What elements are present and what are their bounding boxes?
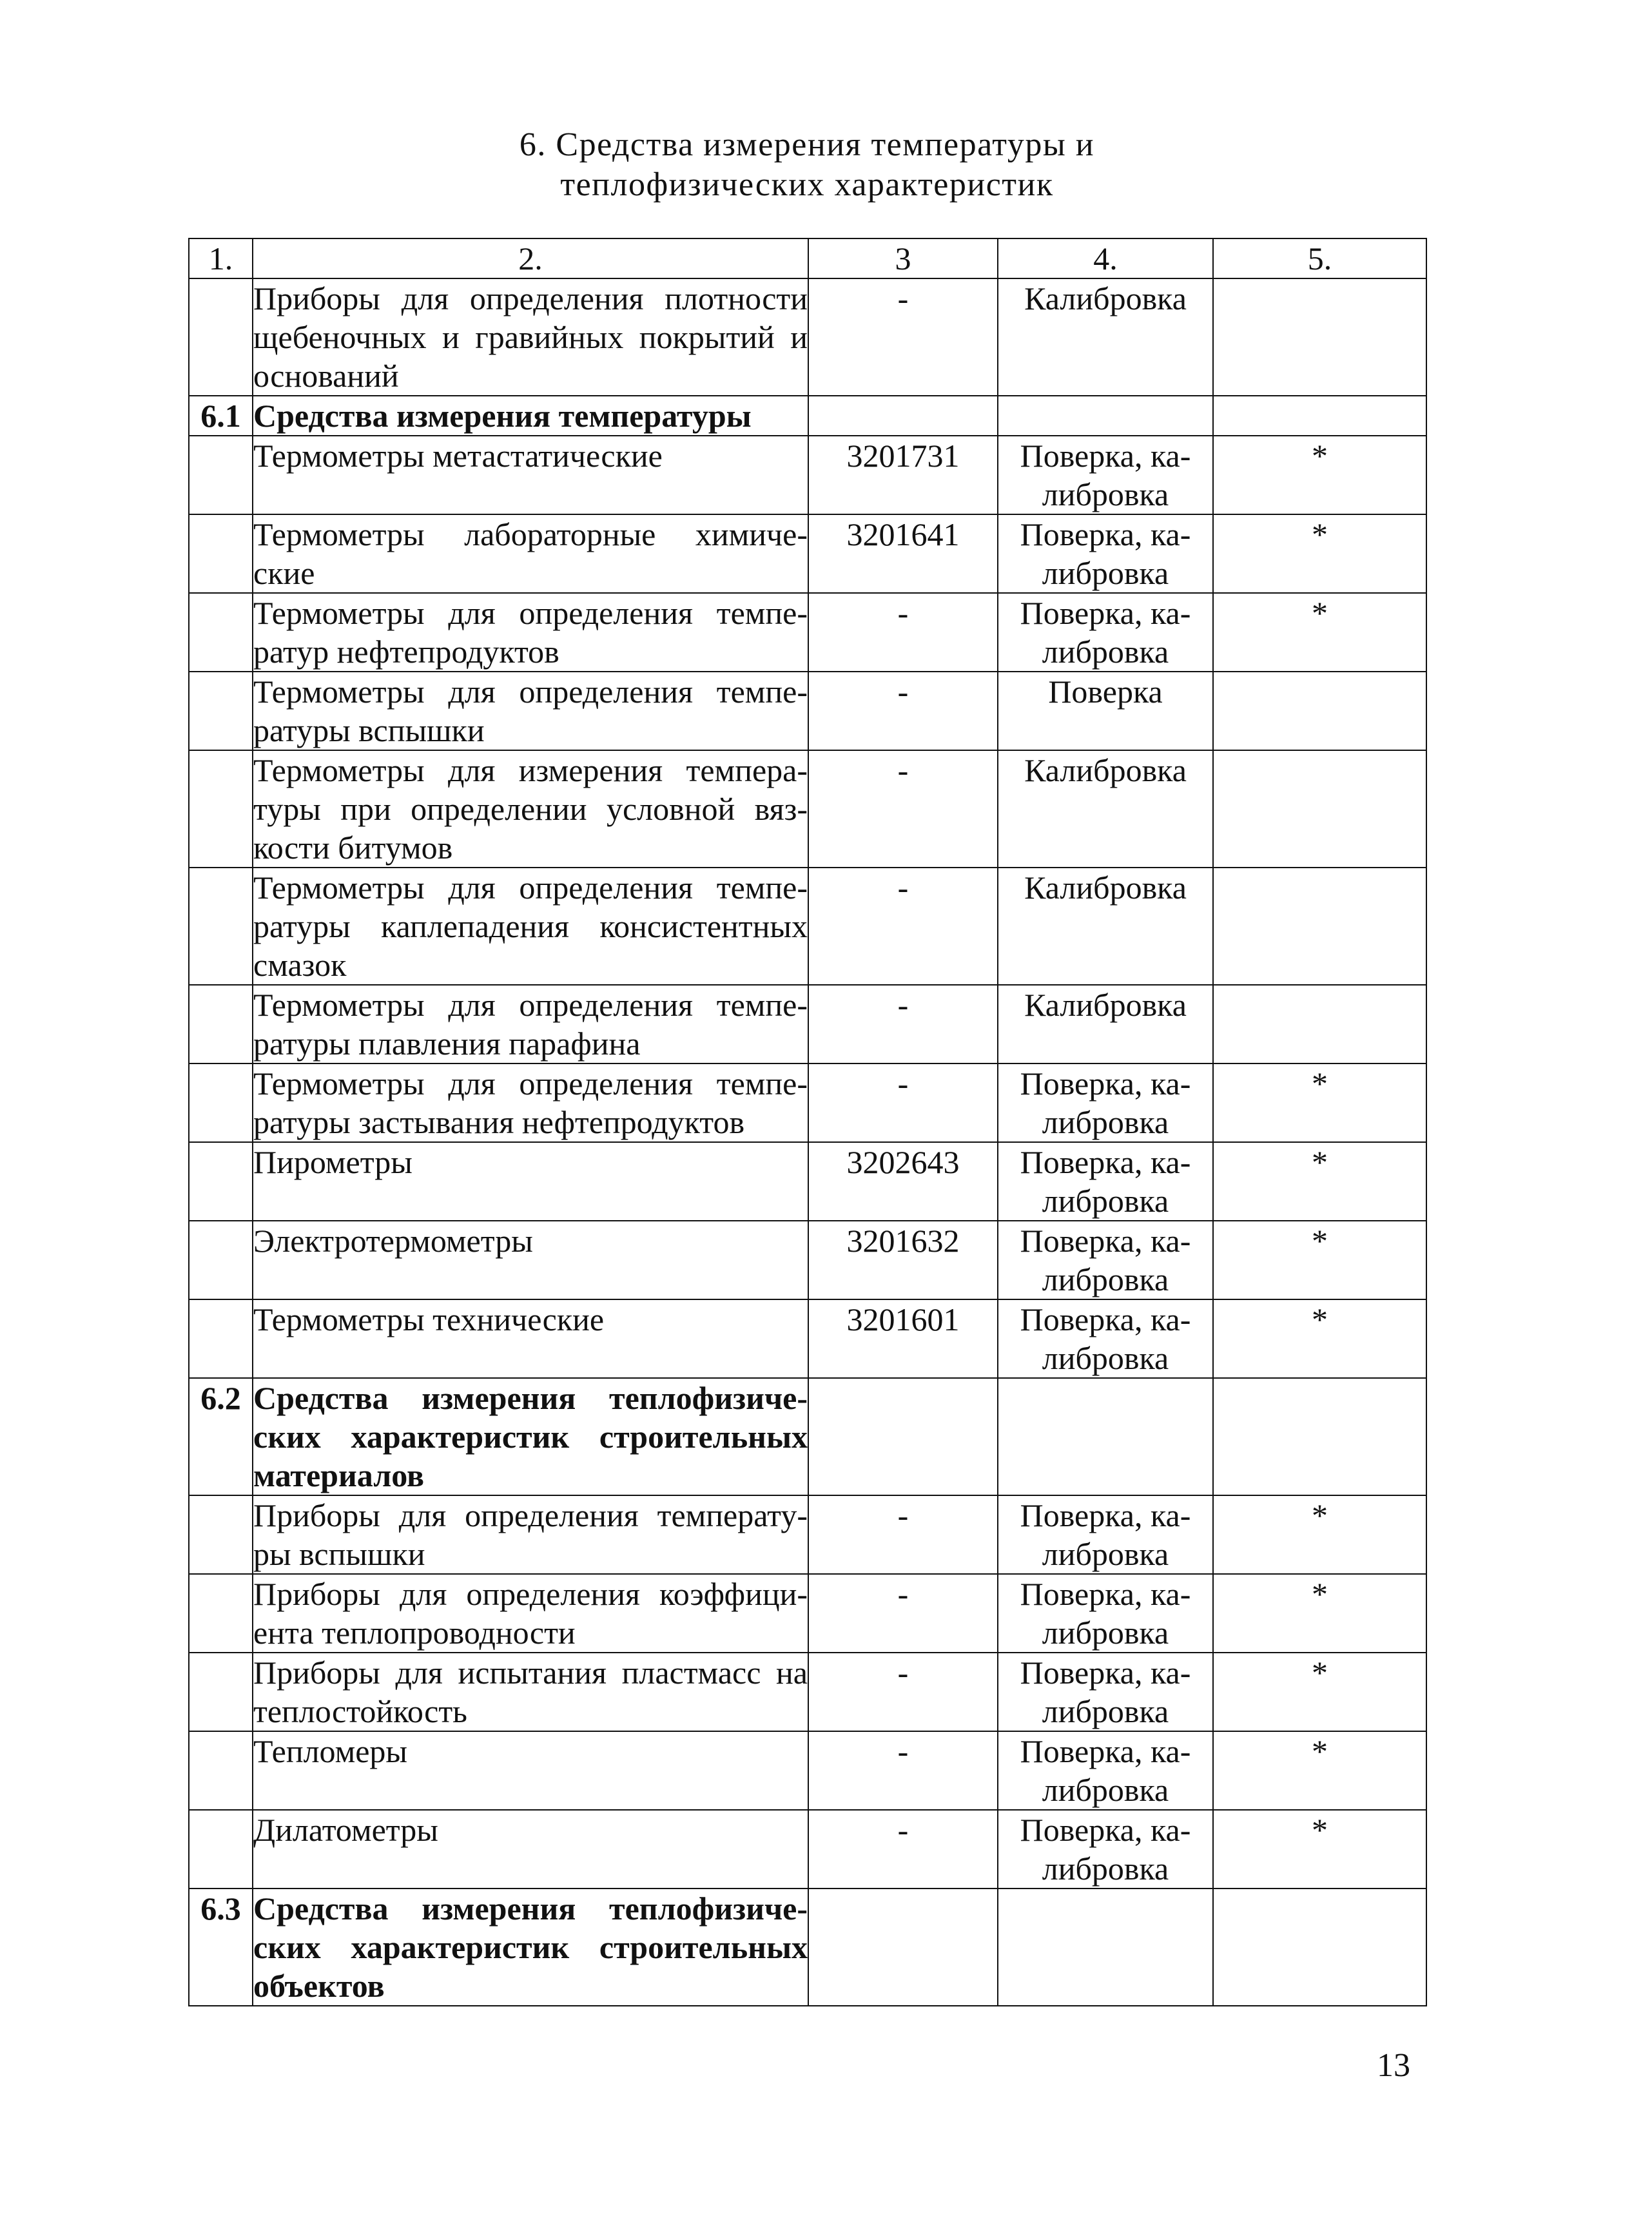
code-value: 3202643	[846, 1144, 960, 1180]
code-cell	[808, 1299, 998, 1378]
asterisk-mark: *	[1312, 595, 1328, 631]
method-line: Поверка	[1048, 674, 1163, 710]
column-header-method: 4.	[998, 238, 1213, 278]
instrument-name-line: ратуры плавления парафина	[253, 1025, 641, 1062]
instrument-name-line: Термометры для определения темпе-	[253, 595, 808, 631]
code-cell	[808, 1063, 998, 1142]
code-value: -	[897, 1733, 909, 1769]
method-line: Поверка, ка-	[1020, 1576, 1191, 1612]
method-line: Поверка, ка-	[1020, 1497, 1191, 1533]
instrument-name-cell	[253, 278, 808, 396]
method-line: либровка	[1042, 1183, 1169, 1219]
mark-cell	[1213, 1063, 1426, 1142]
method-line: либровка	[1042, 476, 1169, 512]
instrument-name-line: объектов	[253, 1968, 385, 2004]
table-row	[189, 514, 1426, 593]
mark-cell	[1213, 436, 1426, 514]
mark-cell	[1213, 1142, 1426, 1221]
mark-cell	[1213, 750, 1426, 868]
asterisk-mark: *	[1312, 1812, 1328, 1848]
instruments-table	[188, 238, 1427, 2006]
row-number: 6.2	[200, 1380, 241, 1416]
instrument-name-cell	[253, 1063, 808, 1142]
row-number-cell	[189, 985, 253, 1063]
code-cell	[808, 278, 998, 396]
table-row	[189, 1299, 1426, 1378]
code-cell	[808, 1889, 998, 2006]
code-cell	[808, 514, 998, 593]
mark-cell	[1213, 396, 1426, 436]
instrument-name-line: ратуры вспышки	[253, 712, 485, 748]
table-row	[189, 1221, 1426, 1299]
instrument-name-line: Приборы для испытания пластмасс на	[253, 1655, 808, 1691]
method-line: Поверка, ка-	[1020, 438, 1191, 474]
table-header	[189, 238, 1426, 278]
mark-cell	[1213, 672, 1426, 750]
asterisk-mark: *	[1312, 438, 1328, 474]
code-cell	[808, 1810, 998, 1889]
instrument-name-line: Термометры для определения темпе-	[253, 1065, 808, 1102]
code-value: -	[897, 1655, 909, 1691]
instrument-name-line: щебеночных и гравийных покрытий и	[253, 319, 808, 355]
row-number-cell	[189, 1574, 253, 1653]
code-cell	[808, 436, 998, 514]
instrument-name-line: кости битумов	[253, 830, 453, 866]
instrument-name-line: Пирометры	[253, 1144, 413, 1180]
instrument-name-cell	[253, 396, 808, 436]
method-line: либровка	[1042, 1772, 1169, 1808]
column-header-name: 2.	[253, 238, 808, 278]
code-value: -	[897, 1812, 909, 1848]
column-header-number: 1.	[189, 238, 253, 278]
instrument-name-cell	[253, 593, 808, 672]
method-line: Поверка, ка-	[1020, 595, 1191, 631]
mark-cell	[1213, 278, 1426, 396]
column-header-code: 3	[808, 238, 998, 278]
code-cell	[808, 1574, 998, 1653]
row-number-cell	[189, 396, 253, 436]
instrument-name-line: ские	[253, 555, 315, 591]
row-number-cell	[189, 1889, 253, 2006]
mark-cell	[1213, 1221, 1426, 1299]
mark-cell	[1213, 1378, 1426, 1495]
instrument-name-line: Термометры метастатические	[253, 438, 663, 474]
mark-cell	[1213, 1574, 1426, 1653]
code-cell	[808, 1495, 998, 1574]
method-line: либровка	[1042, 1104, 1169, 1140]
table-row	[189, 985, 1426, 1063]
method-cell	[998, 1299, 1213, 1378]
table-row	[189, 1063, 1426, 1142]
code-cell	[808, 1221, 998, 1299]
asterisk-mark: *	[1312, 1301, 1328, 1337]
section-row	[189, 1889, 1426, 2006]
row-number-cell	[189, 1495, 253, 1574]
mark-cell	[1213, 868, 1426, 985]
instrument-name-line: ратуры застывания нефтепродуктов	[253, 1104, 745, 1140]
table-row	[189, 1495, 1426, 1574]
instrument-name-line: оснований	[253, 358, 399, 394]
instrument-name-cell	[253, 1299, 808, 1378]
row-number: 6.3	[200, 1890, 241, 1927]
instrument-name-line: Приборы для определения температу-	[253, 1497, 808, 1533]
table-row	[189, 1142, 1426, 1221]
method-line: Калибровка	[1024, 752, 1187, 788]
instrument-name-cell	[253, 514, 808, 593]
row-number-cell	[189, 1731, 253, 1810]
method-line: Поверка, ка-	[1020, 1144, 1191, 1180]
method-line: Поверка, ка-	[1020, 1223, 1191, 1259]
page-number: 13	[1377, 2047, 1410, 2084]
instrument-name-line: ры вспышки	[253, 1536, 425, 1572]
instrument-name-cell	[253, 1653, 808, 1731]
row-number: 6.1	[200, 398, 241, 434]
row-number-cell	[189, 672, 253, 750]
instrument-name-line: Термометры для определения темпе-	[253, 987, 808, 1023]
method-cell	[998, 1731, 1213, 1810]
section-row	[189, 1378, 1426, 1495]
method-cell	[998, 1063, 1213, 1142]
method-cell	[998, 514, 1213, 593]
method-cell	[998, 672, 1213, 750]
row-number-cell	[189, 1378, 253, 1495]
code-cell	[808, 593, 998, 672]
asterisk-mark: *	[1312, 516, 1328, 552]
method-cell	[998, 1378, 1213, 1495]
method-line: Поверка, ка-	[1020, 1065, 1191, 1102]
instrument-name-line: Средства измерения теплофизиче-	[253, 1890, 808, 1927]
row-number-cell	[189, 1063, 253, 1142]
table-row	[189, 593, 1426, 672]
code-cell	[808, 396, 998, 436]
code-value: 3201641	[846, 516, 960, 552]
row-number-cell	[189, 278, 253, 396]
instrument-name-line: Термометры для определения темпе-	[253, 674, 808, 710]
instrument-name-cell	[253, 868, 808, 985]
table-row	[189, 436, 1426, 514]
method-cell	[998, 1889, 1213, 2006]
instrument-name-line: ратур нефтепродуктов	[253, 634, 559, 670]
code-value: -	[897, 674, 909, 710]
instrument-name-cell	[253, 1810, 808, 1889]
method-cell	[998, 1653, 1213, 1731]
instrument-name-line: Приборы для определения коэффици-	[253, 1576, 808, 1612]
table-row	[189, 672, 1426, 750]
method-line: либровка	[1042, 555, 1169, 591]
method-line: либровка	[1042, 1261, 1169, 1297]
instrument-name-line: туры при определении условной вяз-	[253, 791, 808, 827]
code-value: -	[897, 1065, 909, 1102]
instrument-name-line: теплостойкость	[253, 1693, 467, 1729]
asterisk-mark: *	[1312, 1733, 1328, 1769]
method-line: либровка	[1042, 634, 1169, 670]
mark-cell	[1213, 514, 1426, 593]
method-line: либровка	[1042, 1693, 1169, 1729]
instrument-name-line: ских характеристик строительных	[253, 1419, 808, 1455]
instrument-name-line: Термометры для определения темпе-	[253, 869, 808, 906]
asterisk-mark: *	[1312, 1655, 1328, 1691]
section-title-line: теплофизических характеристик	[560, 166, 1054, 203]
method-line: Калибровка	[1024, 280, 1187, 316]
row-number-cell	[189, 514, 253, 593]
method-line: либровка	[1042, 1615, 1169, 1651]
section-title-line: 6. Средства измерения температуры и	[519, 126, 1095, 163]
table-row	[189, 868, 1426, 985]
instrument-name-cell	[253, 436, 808, 514]
table-row	[189, 278, 1426, 396]
instrument-name-line: Средства измерения температуры	[253, 398, 752, 434]
instrument-name-line: материалов	[253, 1457, 425, 1493]
row-number-cell	[189, 1653, 253, 1731]
code-value: 3201731	[846, 438, 960, 474]
method-cell	[998, 1221, 1213, 1299]
instrument-name-line: ента теплопроводности	[253, 1615, 576, 1651]
instrument-name-line: Термометры для измерения темпера-	[253, 752, 808, 788]
instrument-name-cell	[253, 672, 808, 750]
mark-cell	[1213, 985, 1426, 1063]
mark-cell	[1213, 1653, 1426, 1731]
row-number-cell	[189, 436, 253, 514]
mark-cell	[1213, 1889, 1426, 2006]
instrument-name-cell	[253, 1889, 808, 2006]
code-cell	[808, 672, 998, 750]
table-row	[189, 1574, 1426, 1653]
code-value: -	[897, 280, 909, 316]
column-header-mark: 5.	[1213, 238, 1426, 278]
method-cell	[998, 1142, 1213, 1221]
row-number-cell	[189, 1221, 253, 1299]
method-line: Калибровка	[1024, 869, 1187, 906]
mark-cell	[1213, 1731, 1426, 1810]
instrument-name-line: ратуры каплепадения консистентных	[253, 908, 808, 944]
code-value: 3201601	[846, 1301, 960, 1337]
instrument-name-line: Термометры лабораторные химиче-	[253, 516, 808, 552]
asterisk-mark: *	[1312, 1223, 1328, 1259]
code-cell	[808, 868, 998, 985]
instrument-name-cell	[253, 1495, 808, 1574]
row-number-cell	[189, 1299, 253, 1378]
header-row	[189, 238, 1426, 278]
method-line: либровка	[1042, 1340, 1169, 1376]
method-line: Поверка, ка-	[1020, 1301, 1191, 1337]
code-value: 3201632	[846, 1223, 960, 1259]
code-cell	[808, 985, 998, 1063]
method-cell	[998, 868, 1213, 985]
instrument-name-cell	[253, 1574, 808, 1653]
instrument-name-line: Дилатометры	[253, 1812, 438, 1848]
asterisk-mark: *	[1312, 1576, 1328, 1612]
code-value: -	[897, 869, 909, 906]
code-value: -	[897, 987, 909, 1023]
method-cell	[998, 1810, 1213, 1889]
section-title	[188, 125, 1426, 205]
section-row	[189, 396, 1426, 436]
table-row	[189, 1731, 1426, 1810]
code-cell	[808, 1378, 998, 1495]
method-line: Поверка, ка-	[1020, 1812, 1191, 1848]
instrument-name-cell	[253, 985, 808, 1063]
method-line: Поверка, ка-	[1020, 1733, 1191, 1769]
code-value: -	[897, 1497, 909, 1533]
row-number-cell	[189, 868, 253, 985]
asterisk-mark: *	[1312, 1497, 1328, 1533]
row-number-cell	[189, 1142, 253, 1221]
code-cell	[808, 1142, 998, 1221]
instrument-name-line: Тепломеры	[253, 1733, 408, 1769]
instrument-name-line: ских характеристик строительных	[253, 1929, 808, 1965]
asterisk-mark: *	[1312, 1065, 1328, 1102]
instrument-name-line: Приборы для определения плотности	[253, 280, 808, 316]
method-cell	[998, 396, 1213, 436]
row-number-cell	[189, 593, 253, 672]
instrument-name-line: смазок	[253, 947, 347, 983]
instrument-name-cell	[253, 1378, 808, 1495]
row-number-cell	[189, 1810, 253, 1889]
instrument-name-line: Средства измерения теплофизиче-	[253, 1380, 808, 1416]
method-cell	[998, 985, 1213, 1063]
mark-cell	[1213, 1495, 1426, 1574]
method-line: Поверка, ка-	[1020, 516, 1191, 552]
code-value: -	[897, 595, 909, 631]
method-cell	[998, 278, 1213, 396]
code-cell	[808, 750, 998, 868]
table-row	[189, 1810, 1426, 1889]
row-number-cell	[189, 750, 253, 868]
method-cell	[998, 750, 1213, 868]
instrument-name-cell	[253, 1142, 808, 1221]
mark-cell	[1213, 1299, 1426, 1378]
method-line: либровка	[1042, 1536, 1169, 1572]
instrument-name-cell	[253, 1731, 808, 1810]
table-row	[189, 1653, 1426, 1731]
method-cell	[998, 1495, 1213, 1574]
method-cell	[998, 436, 1213, 514]
code-value: -	[897, 752, 909, 788]
mark-cell	[1213, 593, 1426, 672]
instrument-name-cell	[253, 750, 808, 868]
method-line: Поверка, ка-	[1020, 1655, 1191, 1691]
mark-cell	[1213, 1810, 1426, 1889]
code-value: -	[897, 1576, 909, 1612]
table-row	[189, 750, 1426, 868]
method-cell	[998, 1574, 1213, 1653]
method-line: либровка	[1042, 1850, 1169, 1887]
instrument-name-line: Термометры технические	[253, 1301, 605, 1337]
table-body	[189, 278, 1426, 2006]
code-cell	[808, 1653, 998, 1731]
asterisk-mark: *	[1312, 1144, 1328, 1180]
instrument-name-line: Электротермометры	[253, 1223, 533, 1259]
instrument-name-cell	[253, 1221, 808, 1299]
code-cell	[808, 1731, 998, 1810]
method-line: Калибровка	[1024, 987, 1187, 1023]
method-cell	[998, 593, 1213, 672]
